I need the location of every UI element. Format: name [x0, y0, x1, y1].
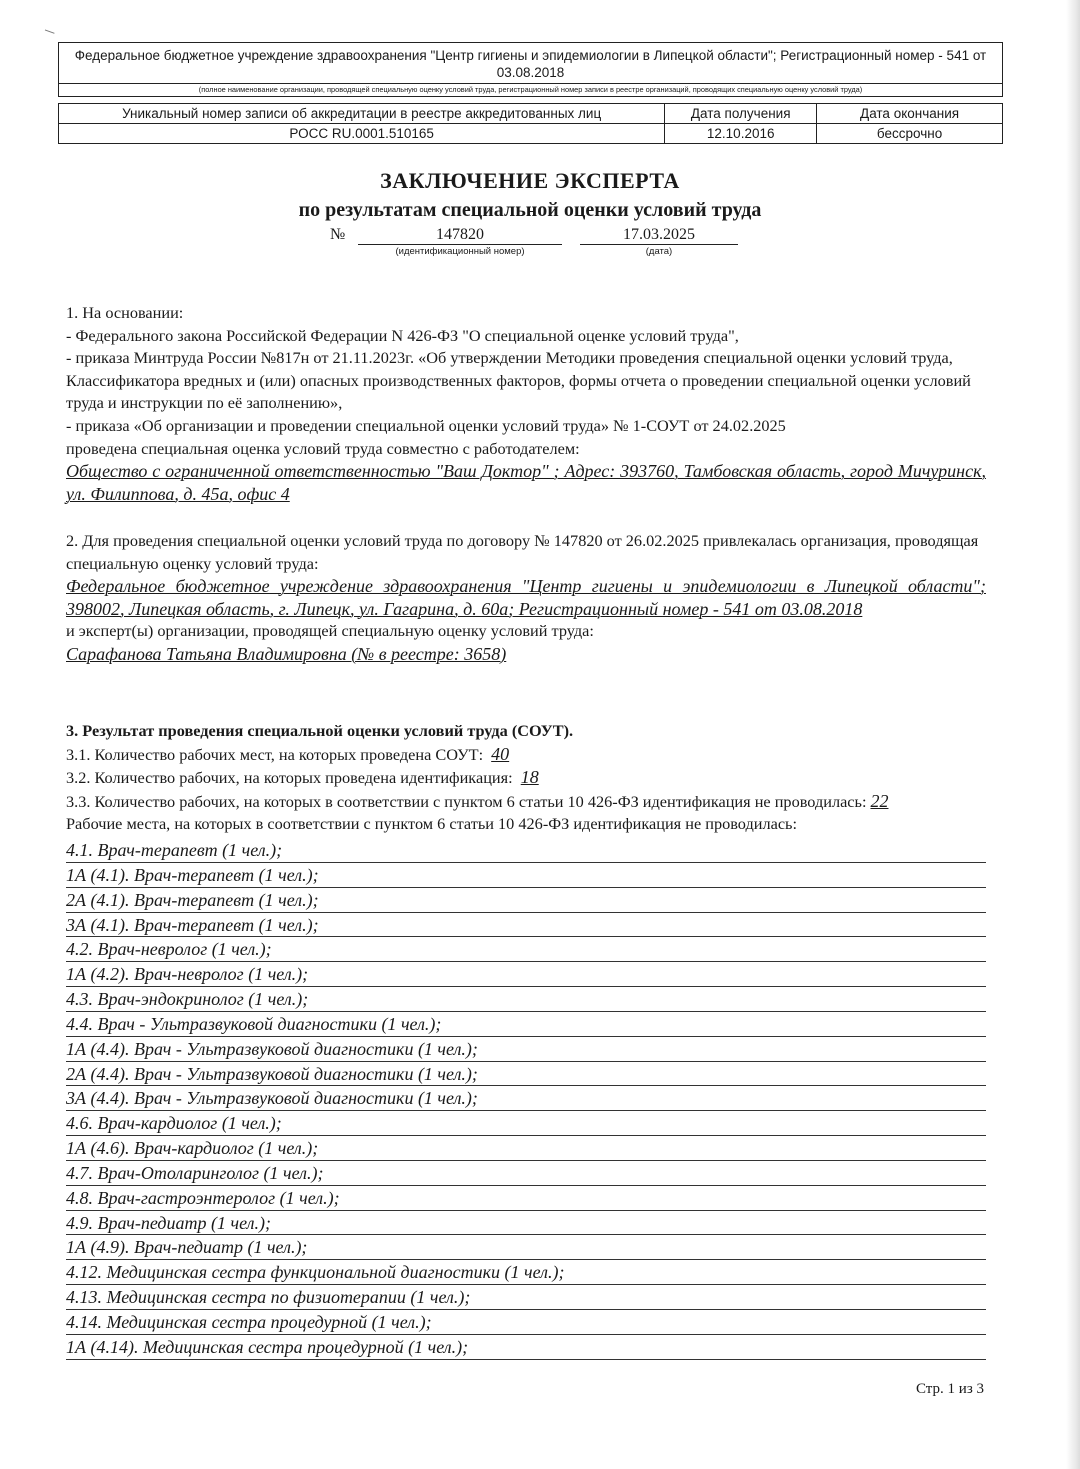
workplace-item: 4.3. Врач-эндокринолог (1 чел.);	[66, 987, 986, 1012]
item-3-label: 3.3. Количество рабочих, на которых в соответствии с пунктом 6 статьи 10 426-ФЗ идентификация не проводилась:	[66, 791, 867, 811]
section-3-heading: 3. Результат проведения специальной оценки условий труда (СОУТ).	[66, 721, 574, 740]
item-3-value: 22	[870, 790, 889, 811]
workplaces-intro: Рабочие места, на которых в соответствии с пунктом 6 статьи 10 426-ФЗ идентификация не проводилась:	[66, 814, 798, 834]
workplace-item: 4.12. Медицинская сестра функциональной диагностики (1 чел.);	[66, 1260, 986, 1285]
section-1-line: - Федерального закона Российской Федерации N 426-ФЗ "О специальной оценке условий труда",	[66, 325, 739, 345]
section-3-item-1	[66, 743, 986, 767]
workplace-item: 4.6. Врач-кардиолог (1 чел.);	[66, 1111, 986, 1136]
workplace-item: 2А (4.4). Врач - Ультразвуковой диагностики (1 чел.);	[66, 1062, 986, 1087]
item-2-value: 18	[520, 767, 539, 788]
document-subtitle: по результатам специальной оценки условий труда	[298, 199, 762, 221]
section-1-line: 1. На основании:	[66, 303, 184, 322]
workplace-item: 2А (4.1). Врач-терапевт (1 чел.);	[66, 888, 986, 913]
workplace-item: 4.1. Врач-терапевт (1 чел.);	[66, 838, 986, 863]
section-3-item-3	[66, 790, 986, 814]
item-2-label: 3.2. Количество рабочих, на которых проведена идентификация:	[66, 768, 513, 788]
workplace-item: 1А (4.1). Врач-терапевт (1 чел.);	[66, 863, 986, 888]
conclusion-date: 17.03.2025	[580, 226, 738, 245]
page-edge-shadow	[1066, 0, 1080, 1469]
workplaces-list	[66, 838, 986, 1360]
accreditation-end-date: бессрочно	[817, 124, 1003, 144]
number-sign: №	[330, 226, 346, 243]
workplace-item: 4.9. Врач-педиатр (1 чел.);	[66, 1211, 986, 1236]
workplace-item: 1А (4.2). Врач-невролог (1 чел.);	[66, 962, 986, 987]
accreditation-head-end: Дата окончания	[817, 104, 1003, 124]
accreditation-head-number: Уникальный номер записи об аккредитации в реестре аккредитованных лиц	[59, 104, 665, 124]
workplace-item: 4.2. Врач-невролог (1 чел.);	[66, 937, 986, 962]
identification-number-caption: (идентификационный номер)	[395, 246, 525, 257]
identification-number: 147820	[358, 226, 562, 245]
scan-mark	[43, 29, 54, 37]
section-2-expert-line: и эксперт(ы) организации, проводящей специальную оценку условий труда:	[66, 621, 594, 641]
workplace-item: 1А (4.6). Врач-кардиолог (1 чел.);	[66, 1136, 986, 1161]
employer-details: Общество с ограниченной ответственностью "Ваш Доктор" ; Адрес: 393760, Тамбовская область, город Мичуринск, ул. Филиппова, д. 45а, офис 4	[66, 461, 986, 504]
conclusion-number-line	[330, 226, 750, 266]
accreditation-number: РОСС RU.0001.510165	[59, 124, 665, 144]
accreditation-table	[58, 103, 1003, 144]
section-3-item-2	[66, 766, 986, 790]
section-3	[66, 720, 986, 1360]
section-1-line: - приказа Минтруда России №817н от 21.11.2023г. «Об утверждении Методики проведения специальной оценки условий труда, Классификатора вредных и (или) опасных производственных факторов, формы отчета о проведении специальной оценки условий труда и инструкции по её заполнению»,	[66, 348, 971, 413]
section-2-contract-line: 2. Для проведения специальной оценки условий труда по договору № 147820 от 26.02.2025 привлекалась организация, проводящая специальную оценку условий труда:	[66, 531, 979, 573]
section-2	[66, 530, 986, 665]
workplace-item: 3А (4.4). Врач - Ультразвуковой диагностики (1 чел.);	[66, 1086, 986, 1111]
section-1-line: проведена специальная оценка условий труда совместно с работодателем:	[66, 438, 580, 458]
expert-name: Сарафанова Татьяна Владимировна (№ в реестре: 3658)	[66, 643, 507, 664]
page-number: Стр. 1 из 3	[916, 1381, 984, 1397]
workplace-item: 1А (4.4). Врач - Ультразвуковой диагностики (1 чел.);	[66, 1037, 986, 1062]
item-1-value: 40	[491, 743, 510, 764]
workplace-item: 4.13. Медицинская сестра по физиотерапии (1 чел.);	[66, 1285, 986, 1310]
workplace-item: 1А (4.14). Медицинская сестра процедурной (1 чел.);	[66, 1335, 986, 1360]
section-1-line: - приказа «Об организации и проведении специальной оценки условий труда» № 1-СОУТ от 24.02.2025	[66, 415, 786, 435]
workplace-item: 1А (4.9). Врач-педиатр (1 чел.);	[66, 1235, 986, 1260]
workplace-item: 4.8. Врач-гастроэнтеролог (1 чел.);	[66, 1186, 986, 1211]
assessment-organization: Федеральное бюджетное учреждение здравоохранения "Центр гигиены и эпидемиологии в Липецкой области"; 398002, Липецкая область, г. Липецк, ул. Гагарина, д. 60а; Регистрационный номер - 541 от 03.08.2018	[66, 576, 986, 619]
workplace-item: 4.7. Врач-Отоларинголог (1 чел.);	[66, 1161, 986, 1186]
section-1	[66, 302, 986, 505]
item-1-label: 3.1. Количество рабочих мест, на которых проведена СОУТ:	[66, 744, 484, 764]
workplace-item: 3А (4.1). Врач-терапевт (1 чел.);	[66, 913, 986, 938]
accreditation-head-start: Дата получения	[665, 104, 817, 124]
accreditation-start-date: 12.10.2016	[665, 124, 817, 144]
workplace-item: 4.4. Врач - Ультразвуковой диагностики (1 чел.);	[66, 1012, 986, 1037]
date-caption: (дата)	[645, 246, 673, 257]
header-org-note: (полное наименование организации, проводящей специальную оценку условий труда, регистрационный номер записи в реестре организаций, проводящих специальную оценку условий труда)	[198, 85, 863, 94]
document-title: ЗАКЛЮЧЕНИЕ ЭКСПЕРТА	[380, 168, 680, 193]
header-box	[58, 42, 1003, 97]
header-org-name: Федеральное бюджетное учреждение здравоохранения "Центр гигиены и эпидемиологии в Липецкой области"; Регистрационный номер - 541 от 03.08.2018	[59, 43, 1002, 84]
workplace-item: 4.14. Медицинская сестра процедурной (1 чел.);	[66, 1310, 986, 1335]
